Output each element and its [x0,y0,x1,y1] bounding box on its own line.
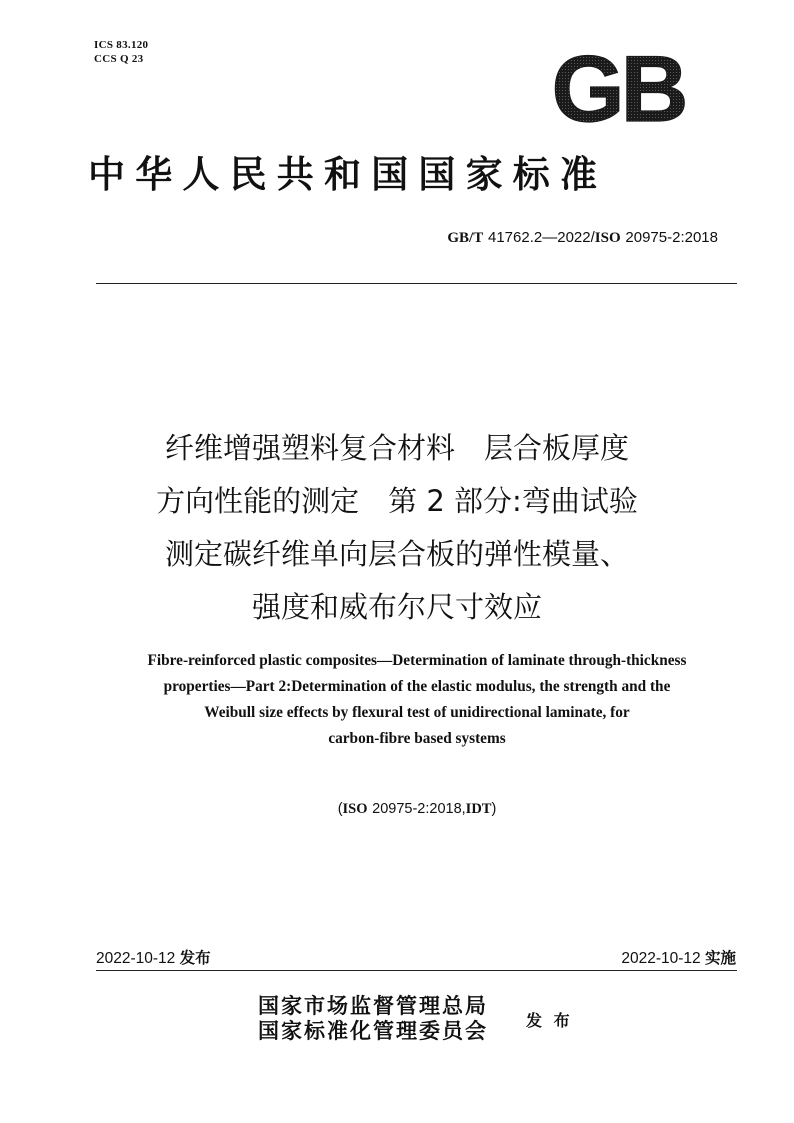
issue-date-value: 2022-10-12 [96,950,176,967]
implement-date [621,947,736,970]
standard-number-prefix: GB/T [447,230,484,246]
gb-logo-icon [540,47,696,127]
english-title-line: properties—Part 2:Determination of the elastic modulus, the strength and the [163,678,671,695]
chinese-title-line: 纤维增强塑料复合材料 层合板厚度 [164,431,629,465]
standard-type-title: 中华人民共和国国家标准 [88,152,608,196]
classification-codes [94,38,148,66]
ics-code: ICS 83.120 [94,39,149,51]
english-title-line: carbon-fibre based systems [328,730,506,747]
issue-date-label: 发布 [179,949,211,967]
standard-number-core: 41762.2—2022/ [488,229,595,246]
top-divider [96,283,737,284]
issuing-agencies [258,993,488,1043]
equivalence-note [60,799,774,819]
publish-label: 发 布 [526,1011,573,1030]
issuing-agency: 国家标准化管理委员会 [258,1018,488,1043]
chinese-title-line: 方向性能的测定 第 2 部分:弯曲试验 [156,484,638,518]
gb-logo-text: GB [551,47,685,127]
equivalence-close: ) [491,801,497,817]
issue-date [96,947,211,970]
chinese-title-line: 强度和威布尔尺寸效应 [251,590,542,624]
english-title-line: Fibre-reinforced plastic composites—Determination of laminate through-thickness [147,652,687,669]
equivalence-idt: IDT [465,801,492,817]
standard-number-iso-prefix: ISO [594,230,621,246]
implement-date-label: 实施 [704,949,736,967]
issuing-agency: 国家市场监督管理总局 [258,993,488,1018]
standard-number [447,227,718,248]
chinese-title [60,422,734,634]
ccs-code: CCS Q 23 [94,53,144,65]
english-title-line: Weibull size effects by flexural test of unidirectional laminate, for [204,704,630,721]
bottom-divider [96,970,737,971]
standard-number-iso-core: 20975-2:2018 [625,229,718,246]
equivalence-iso-prefix: ISO [342,801,368,817]
equivalence-iso-core: 20975-2:2018, [372,801,466,817]
gb-logo [540,47,696,127]
equivalence-open: ( [337,801,343,817]
english-title [60,648,774,752]
chinese-title-line: 测定碳纤维单向层合板的弹性模量、 [164,537,629,571]
implement-date-value: 2022-10-12 [621,950,701,967]
